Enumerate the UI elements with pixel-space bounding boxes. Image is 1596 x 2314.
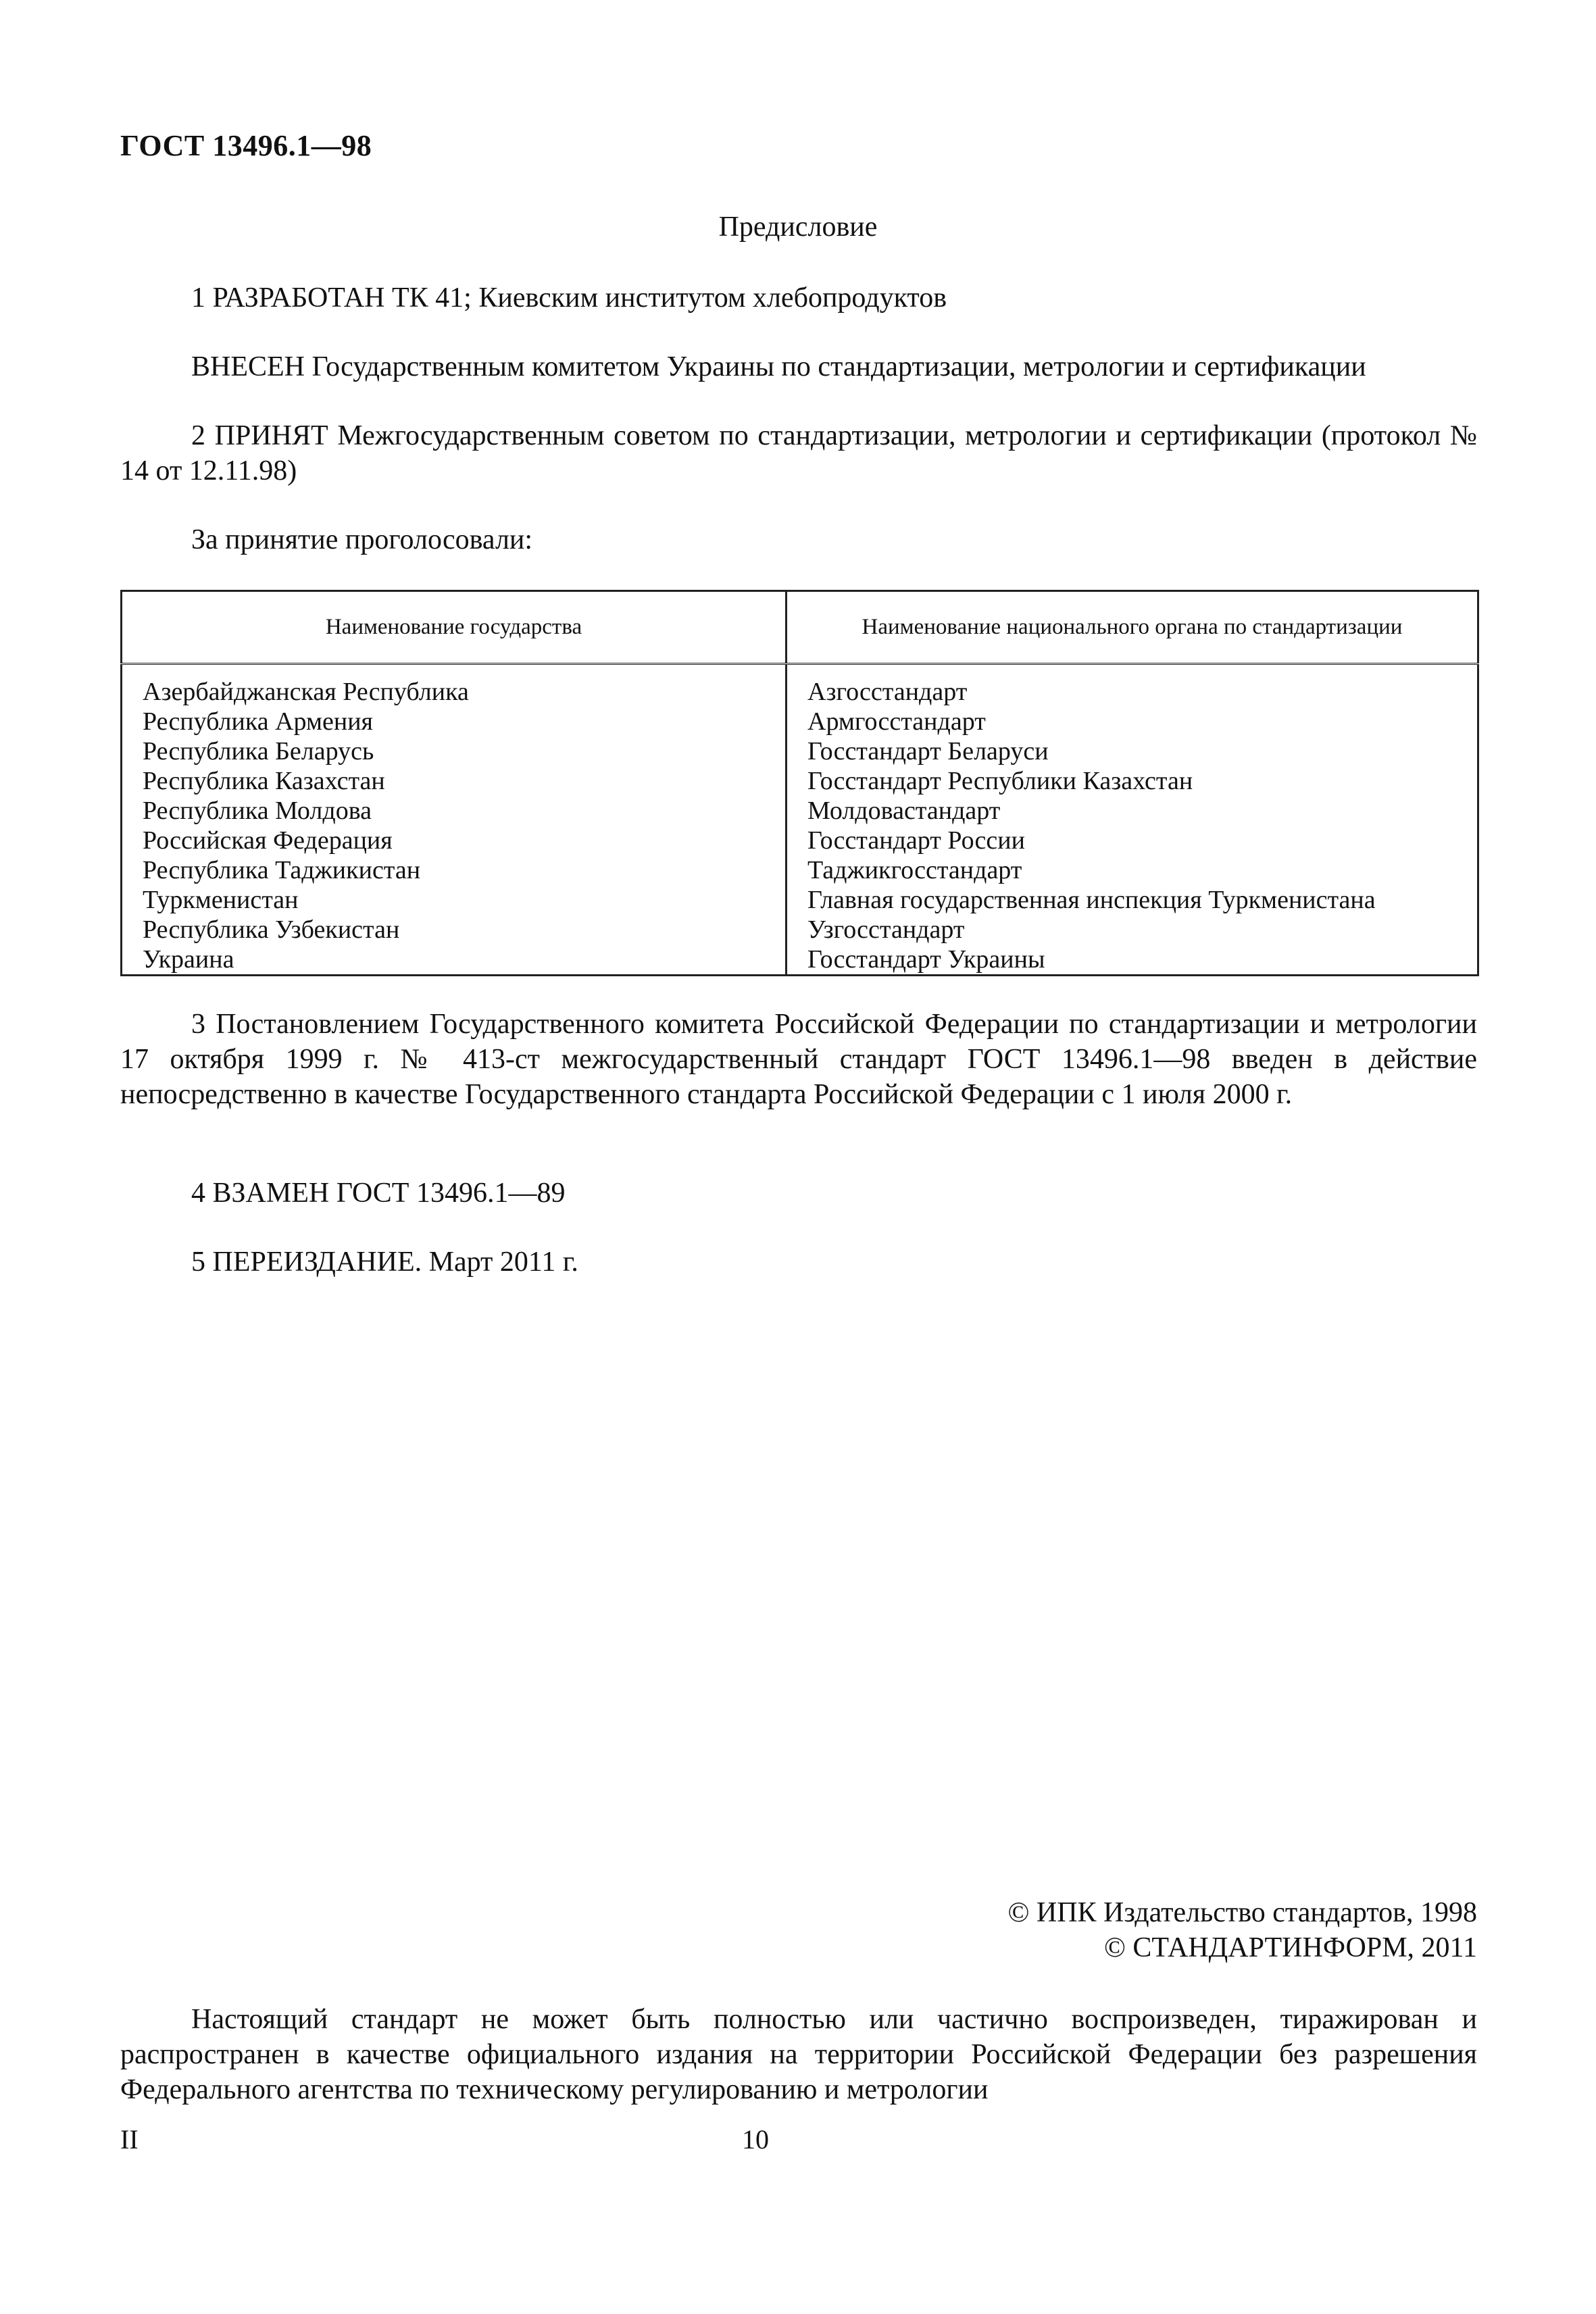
standards-body-name: Таджикгосстандарт	[807, 856, 1022, 884]
standards-body-name: Узгосстандарт	[807, 915, 965, 944]
standards-body-name: Азгосстандарт	[807, 678, 968, 706]
preface-title: Предисловие	[718, 211, 878, 243]
preface-item-3: 3 Постановлением Государственного комитета Российской Федерации по стандартизации и метрологии 17 октября 1999 г. № 413-ст межгосударственный стандарт ГОСТ 13496.1—98 введен в действие непосредственно в качестве Государственного стандарта Российской Федерации с 1 июля 2000 г.	[120, 1009, 1477, 1110]
standards-body-name: Госстандарт Республики Казахстан	[807, 767, 1193, 795]
voting-states-table	[120, 590, 1479, 976]
state-name: Азербайджанская Республика	[143, 678, 469, 706]
state-name: Туркменистан	[143, 886, 299, 914]
state-name: Республика Молдова	[143, 797, 372, 825]
state-name: Республика Беларусь	[143, 737, 374, 765]
body-column	[787, 664, 1478, 976]
copyright-line-2: © СТАНДАРТИНФОРМ, 2011	[1104, 1932, 1477, 1963]
standards-body-name: Армгосстандарт	[807, 707, 986, 736]
table-row	[122, 664, 1478, 976]
state-name: Республика Узбекистан	[143, 915, 400, 944]
page-number: 10	[742, 2124, 769, 2155]
state-name: Республика Таджикистан	[143, 856, 421, 884]
standards-body-name: Госстандарт Беларуси	[807, 737, 1049, 765]
copyright-line-1: © ИПК Издательство стандартов, 1998	[1007, 1897, 1477, 1928]
standards-body-name: Госстандарт Украины	[807, 945, 1045, 974]
table-header-body: Наименование национального органа по стандартизации	[787, 591, 1478, 664]
state-name: Украина	[143, 945, 234, 974]
state-column	[122, 664, 787, 976]
state-name: Республика Казахстан	[143, 767, 385, 795]
state-name: Республика Армения	[143, 707, 374, 736]
standards-body-name: Молдовастандарт	[807, 797, 1001, 825]
preface-introduced: ВНЕСЕН Государственным комитетом Украины по стандартизации, метрологии и сертификации	[191, 351, 1366, 382]
table-header-state: Наименование государства	[122, 591, 787, 664]
preface-voted: За принятие проголосовали:	[191, 524, 533, 555]
preface-item-5: 5 ПЕРЕИЗДАНИЕ. Март 2011 г.	[191, 1247, 578, 1278]
table-header-row	[122, 591, 1478, 664]
roman-page-number: II	[120, 2124, 139, 2155]
preface-item-1: 1 РАЗРАБОТАН ТК 41; Киевским институтом хлебопродуктов	[191, 282, 947, 313]
reproduction-notice: Настоящий стандарт не может быть полностью или частично воспроизведен, тиражирован и распространен в качестве официального издания на территории Российской Федерации без разрешения Федерального агентства по техническому регулированию и метрологии	[120, 2004, 1477, 2105]
preface-item-2: 2 ПРИНЯТ Межгосударственным советом по стандартизации, метрологии и сертификации (протокол № 14 от 12.11.98)	[120, 420, 1477, 486]
document-code: ГОСТ 13496.1—98	[120, 129, 372, 162]
standards-body-name: Главная государственная инспекция Туркменистана	[807, 886, 1376, 914]
preface-item-4: 4 ВЗАМЕН ГОСТ 13496.1—89	[191, 1178, 566, 1209]
state-name: Российская Федерация	[143, 826, 393, 855]
standards-body-name: Госстандарт России	[807, 826, 1025, 855]
